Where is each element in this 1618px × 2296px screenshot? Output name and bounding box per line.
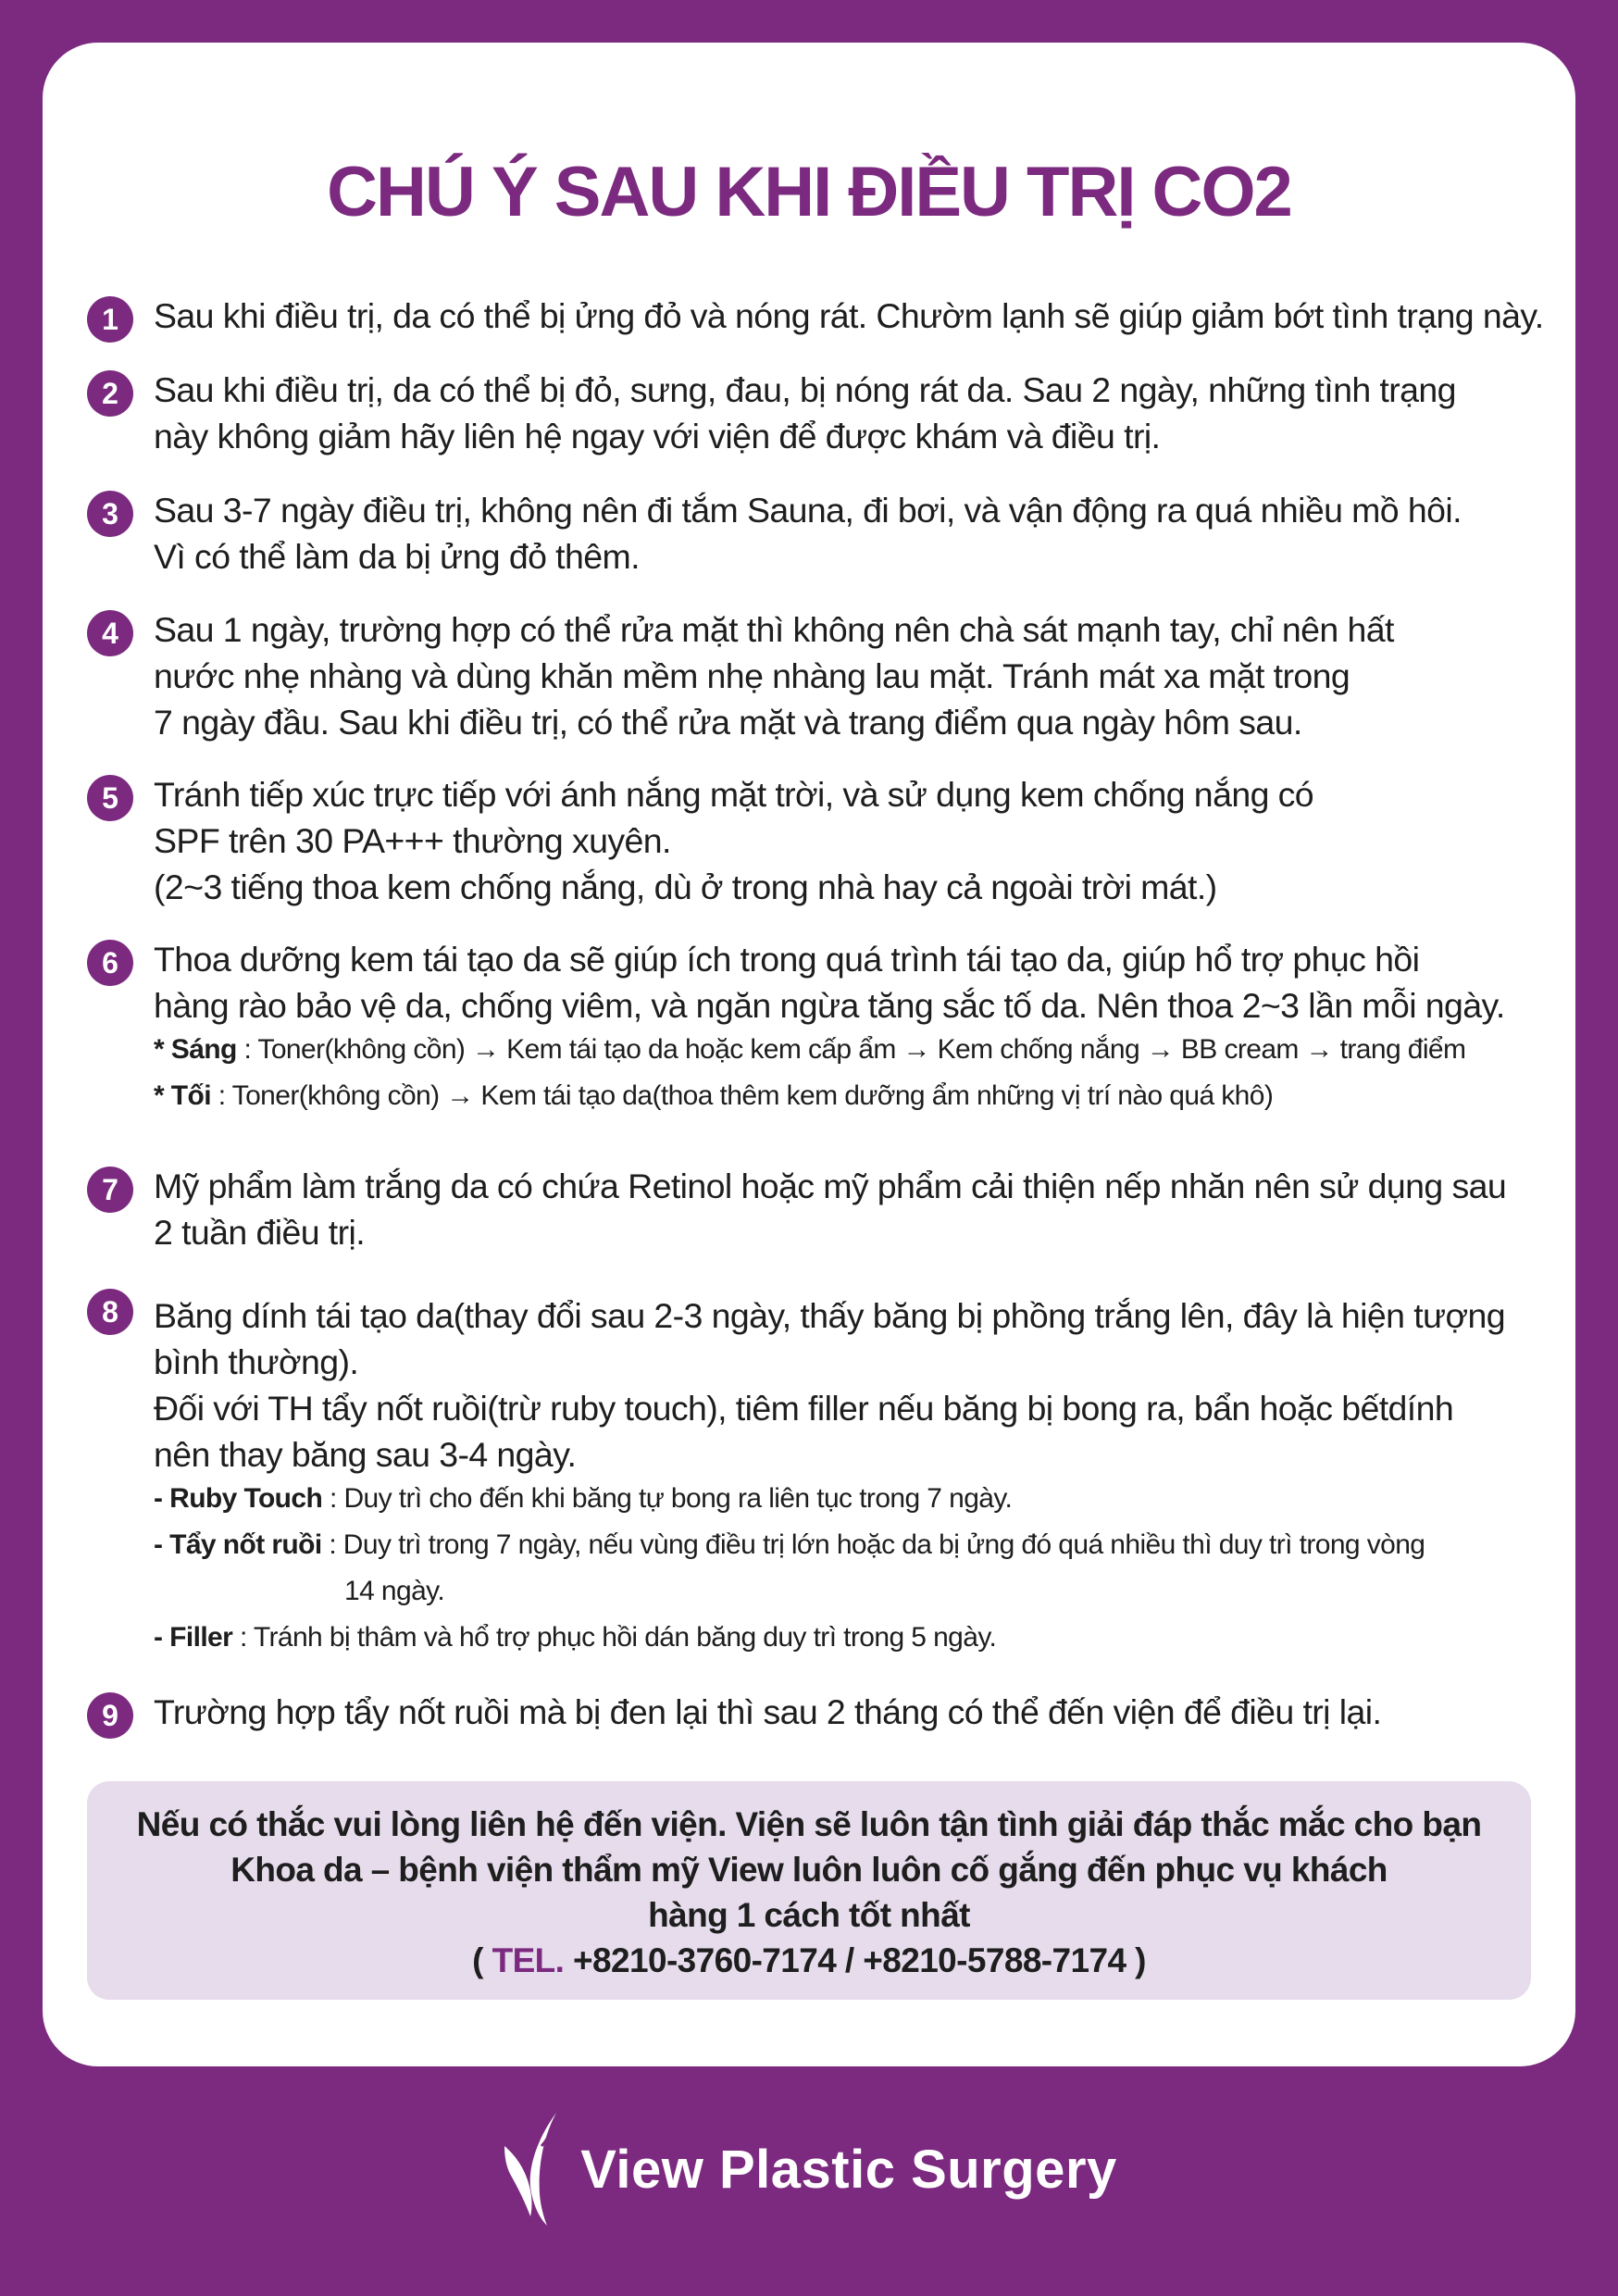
note-label: * Sáng [154, 1034, 237, 1065]
contact-line: Khoa da – bệnh viện thẩm mỹ View luôn luôn cố gắng đến phục vụ khách [230, 1851, 1388, 1889]
brand-name: View Plastic Surgery [580, 2139, 1117, 2200]
contact-line: Nếu có thắc vui lòng liên hệ đến viện. Viện sẽ luôn tận tình giải đáp thắc mắc cho bạn [136, 1805, 1482, 1843]
number-badge: 1 [87, 296, 133, 343]
brand-footer [0, 2118, 1618, 2220]
contact-phone [87, 1938, 1531, 1983]
item-line: Đối với TH tẩy nốt ruồi(trừ ruby touch), tiêm filler nếu băng bị bong ra, bẩn hoặc bếtdính [154, 1389, 1454, 1428]
item-line: Sau 3-7 ngày điều trị, không nên đi tắm Sauna, đi bơi, và vận động ra quá nhiều mồ hôi. [154, 491, 1462, 530]
tel-numbers: +8210-3760-7174 / +8210-5788-7174 ) [564, 1941, 1146, 1979]
item-line: Sau khi điều trị, da có thể bị ửng đỏ và nóng rát. Chườm lạnh sẽ giúp giảm bớt tình trạng này. [154, 296, 1544, 335]
note-text: : Duy trì cho đến khi băng tự bong ra liên tục trong 7 ngày. [322, 1483, 1013, 1514]
item-line: Vì có thể làm da bị ửng đỏ thêm. [154, 537, 640, 576]
number-badge: 2 [87, 370, 133, 417]
feather-v-logo-icon [501, 2109, 566, 2229]
number-badge: 5 [87, 775, 133, 821]
note-label: * Tối [154, 1080, 211, 1111]
item-line: Mỹ phẩm làm trắng da có chứa Retinol hoặc mỹ phẩm cải thiện nếp nhăn nên sử dụng sau [154, 1167, 1507, 1205]
number-badge: 8 [87, 1289, 133, 1335]
item-text [154, 1163, 1538, 1255]
item-text [154, 1689, 1538, 1735]
notice-card [43, 43, 1575, 2066]
item-line: Sau 1 ngày, trường hợp có thể rửa mặt thì không nên chà sát mạnh tay, chỉ nên hất [154, 610, 1394, 649]
note-label: - Tẩy nốt ruồi [154, 1529, 322, 1560]
note-text: : Toner(không cồn) → Kem tái tạo da hoặc kem cấp ẩm → Kem chống nắng → BB cream → trang điểm [236, 1034, 1466, 1065]
note-text: : Duy trì trong 7 ngày, nếu vùng điều trị lớn hoặc da bị ửng đó quá nhiều thì duy trì trong vòng [321, 1529, 1425, 1560]
routine-notes [154, 1027, 1538, 1119]
item-line: này không giảm hãy liên hệ ngay với viện để được khám và điều trị. [154, 417, 1161, 455]
item-line: Băng dính tái tạo da(thay đổi sau 2-3 ngày, thấy băng bị phồng trắng lên, đây là hiện tượng [154, 1296, 1506, 1335]
item-text [154, 367, 1538, 459]
tel-paren: ( [472, 1941, 492, 1979]
note-line [154, 1027, 1538, 1073]
item-text [154, 293, 1544, 339]
item-line: 7 ngày đầu. Sau khi điều trị, có thể rửa mặt và trang điểm qua ngày hôm sau. [154, 703, 1302, 742]
item-line: nước nhẹ nhàng và dùng khăn mềm nhẹ nhàng lau mặt. Tránh mát xa mặt trong [154, 656, 1350, 695]
item-text [154, 771, 1538, 910]
item-line: Sau khi điều trị, da có thể bị đỏ, sưng, đau, bị nóng rát da. Sau 2 ngày, những tình trạng [154, 370, 1456, 409]
note-line [154, 1073, 1538, 1119]
item-line: Tránh tiếp xúc trực tiếp với ánh nắng mặt trời, và sử dụng kem chống nắng có [154, 775, 1314, 814]
contact-box [87, 1781, 1531, 2000]
item-line: Thoa dưỡng kem tái tạo da sẽ giúp ích trong quá trình tái tạo da, giúp hổ trợ phục hồi [154, 940, 1420, 979]
contact-line: hàng 1 cách tốt nhất [648, 1896, 970, 1934]
note-continuation: 14 ngày. [344, 1576, 445, 1606]
bandage-notes [154, 1476, 1538, 1661]
number-badge: 9 [87, 1692, 133, 1739]
item-line: 2 tuần điều trị. [154, 1213, 366, 1252]
number-badge: 6 [87, 940, 133, 986]
tel-label: TEL. [492, 1941, 565, 1979]
number-badge: 3 [87, 491, 133, 537]
item-text [154, 1292, 1538, 1478]
item-text [154, 936, 1538, 1029]
note-label: - Ruby Touch [154, 1483, 323, 1514]
note-text: : Toner(không cồn) → Kem tái tạo da(thoa thêm kem dưỡng ẩm những vị trí nào quá khô) [211, 1080, 1274, 1111]
item-text [154, 487, 1538, 580]
item-line: (2~3 tiếng thoa kem chống nắng, dù ở trong nhà hay cả ngoài trời mát.) [154, 867, 1217, 906]
item-line: Trường hợp tẩy nốt ruồi mà bị đen lại thì sau 2 tháng có thể đến viện để điều trị lại. [154, 1692, 1382, 1731]
item-line: SPF trên 30 PA+++ thường xuyên. [154, 821, 671, 860]
item-text [154, 606, 1538, 745]
number-badge: 4 [87, 610, 133, 656]
note-text: : Tránh bị thâm và hổ trợ phục hồi dán băng duy trì trong 5 ngày. [232, 1622, 997, 1653]
note-line [154, 1522, 1538, 1568]
note-line [154, 1476, 1538, 1522]
note-label: - Filler [154, 1622, 233, 1653]
number-badge: 7 [87, 1167, 133, 1213]
item-line: nên thay băng sau 3-4 ngày. [154, 1435, 577, 1474]
page-title: CHÚ Ý SAU KHI ĐIỀU TRỊ CO2 [327, 153, 1291, 231]
item-line: hàng rào bảo vệ da, chống viêm, và ngăn ngừa tăng sắc tố da. Nên thoa 2~3 lần mỗi ngày. [154, 986, 1505, 1025]
note-line [154, 1615, 1538, 1661]
item-line: bình thường). [154, 1342, 359, 1381]
